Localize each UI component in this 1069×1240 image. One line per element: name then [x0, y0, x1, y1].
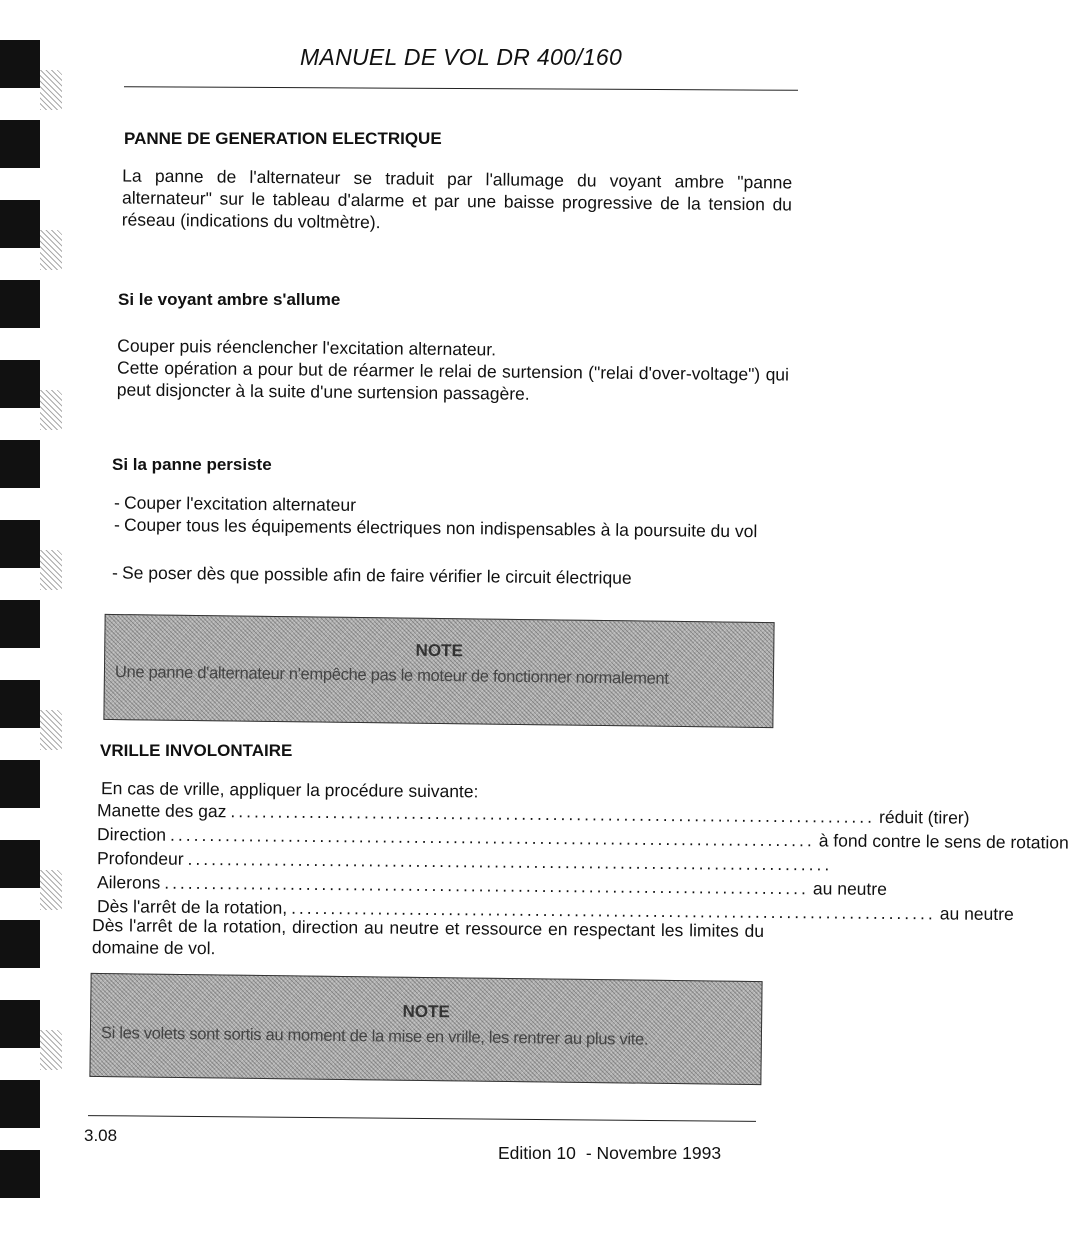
procedure-leader: ..................................................................................	[169, 824, 815, 851]
procedure-label: Dès l'arrêt de la rotation,	[96, 896, 288, 918]
note-text: Si les volets sont sortis au moment de la mise en vrille, les rentrer au plus vite.	[100, 1024, 649, 1049]
paragraph-line: En cas de vrille, appliquer la procédure suivante:	[100, 778, 479, 802]
procedure-value: réduit (tirer)	[878, 806, 970, 828]
paragraph-line: Cette opération a pour but de réarmer le relai de surtension ("relai d'over-voltage") qui peut disjoncter à la suite d'une surtension passagère.	[116, 357, 790, 404]
scan-noise	[40, 710, 62, 750]
spin-closing	[92, 914, 764, 964]
binding-hole	[0, 920, 40, 968]
scan-noise	[40, 390, 62, 430]
header-rule	[124, 86, 798, 91]
section-heading-electrical-failure: PANNE DE GENERATION ELECTRIQUE	[124, 129, 442, 148]
list-item	[111, 562, 782, 591]
scan-noise	[40, 1030, 62, 1070]
binding-hole	[0, 280, 40, 328]
binding-hole	[0, 680, 40, 728]
scan-noise	[40, 550, 62, 590]
note-text: Une panne d'alternateur n'empêche pas le moteur de fonctionner normalement	[114, 663, 669, 688]
page-number: 3.08	[84, 1126, 118, 1145]
binding-hole	[0, 1080, 40, 1128]
procedure-value: à fond contre le sens de rotation	[818, 830, 1069, 853]
procedure-leader: ..................................................................................	[164, 872, 810, 899]
footer-rule	[88, 1115, 756, 1122]
paragraph-line: Couper puis réenclencher l'excitation alternateur.	[117, 335, 497, 360]
edition-label: Edition 10	[498, 1143, 576, 1163]
edition-info	[498, 1143, 721, 1164]
list-dash: -	[111, 562, 118, 583]
procedure-leader: ..................................................................................	[291, 897, 936, 924]
binding-hole	[0, 840, 40, 888]
procedure-leader: ..................................................................................	[230, 801, 876, 827]
procedure-label: Direction	[96, 824, 167, 845]
procedure-row-ailerons	[96, 872, 887, 900]
paragraph-line: Dès l'arrêt de la rotation, direction au neutre et ressource en respectant les limites du domaine de vol.	[91, 915, 765, 959]
note-title: NOTE	[402, 1001, 450, 1022]
binding-hole	[0, 200, 40, 248]
binding-hole	[0, 440, 40, 488]
binding-hole	[0, 120, 40, 168]
paragraph-reset-excitation	[117, 334, 790, 407]
procedure-row-rudder	[96, 824, 1069, 853]
scan-noise	[40, 230, 62, 270]
binding-hole	[0, 360, 40, 408]
page-title: MANUEL DE VOL DR 400/160	[300, 44, 623, 70]
list-dash: -	[113, 492, 120, 513]
procedure-row-throttle	[96, 800, 970, 828]
scan-noise	[40, 70, 62, 110]
list-item-text: Se poser dès que possible afin de faire vérifier le circuit électrique	[121, 562, 632, 588]
section-heading-spin: VRILLE INVOLONTAIRE	[100, 741, 293, 760]
binding-hole	[0, 40, 40, 88]
subheading-failure-persists: Si la panne persiste	[112, 455, 272, 474]
list-item-text: Couper l'excitation alternateur	[123, 492, 357, 515]
procedure-leader: ..................................................................................	[187, 848, 833, 875]
edition-date: - Novembre 1993	[585, 1143, 722, 1163]
binding-hole	[0, 1000, 40, 1048]
paragraph-alternator-failure	[122, 164, 793, 237]
binding-hole	[0, 1150, 40, 1198]
binding-hole	[0, 600, 40, 648]
procedure-value: au neutre	[812, 878, 887, 899]
note-box-alternator	[103, 614, 774, 728]
procedure-label: Ailerons	[96, 872, 161, 893]
scan-noise	[40, 870, 62, 910]
note-title: NOTE	[415, 640, 463, 661]
procedure-label: Profondeur	[96, 848, 184, 869]
paragraph-text: La panne de l'alternateur se traduit par l'allumage du voyant ambre "panne alternateur" sur le tableau d'alarme et par une baisse progressive de la tension du réseau (indications du voltmètre).	[121, 165, 793, 233]
procedure-value: au neutre	[939, 903, 1014, 925]
subheading-amber-light: Si le voyant ambre s'allume	[118, 290, 341, 309]
procedure-label: Manette des gaz	[96, 800, 227, 822]
list-dash: -	[113, 514, 120, 535]
note-box-flaps	[89, 973, 762, 1085]
binding-hole	[0, 760, 40, 808]
spiral-binding	[0, 30, 70, 1210]
list-item-text: Couper tous les équipements électriques non indispensables à la poursuite du vol	[123, 514, 758, 542]
procedure-row-elevator	[96, 848, 833, 876]
binding-hole	[0, 520, 40, 568]
